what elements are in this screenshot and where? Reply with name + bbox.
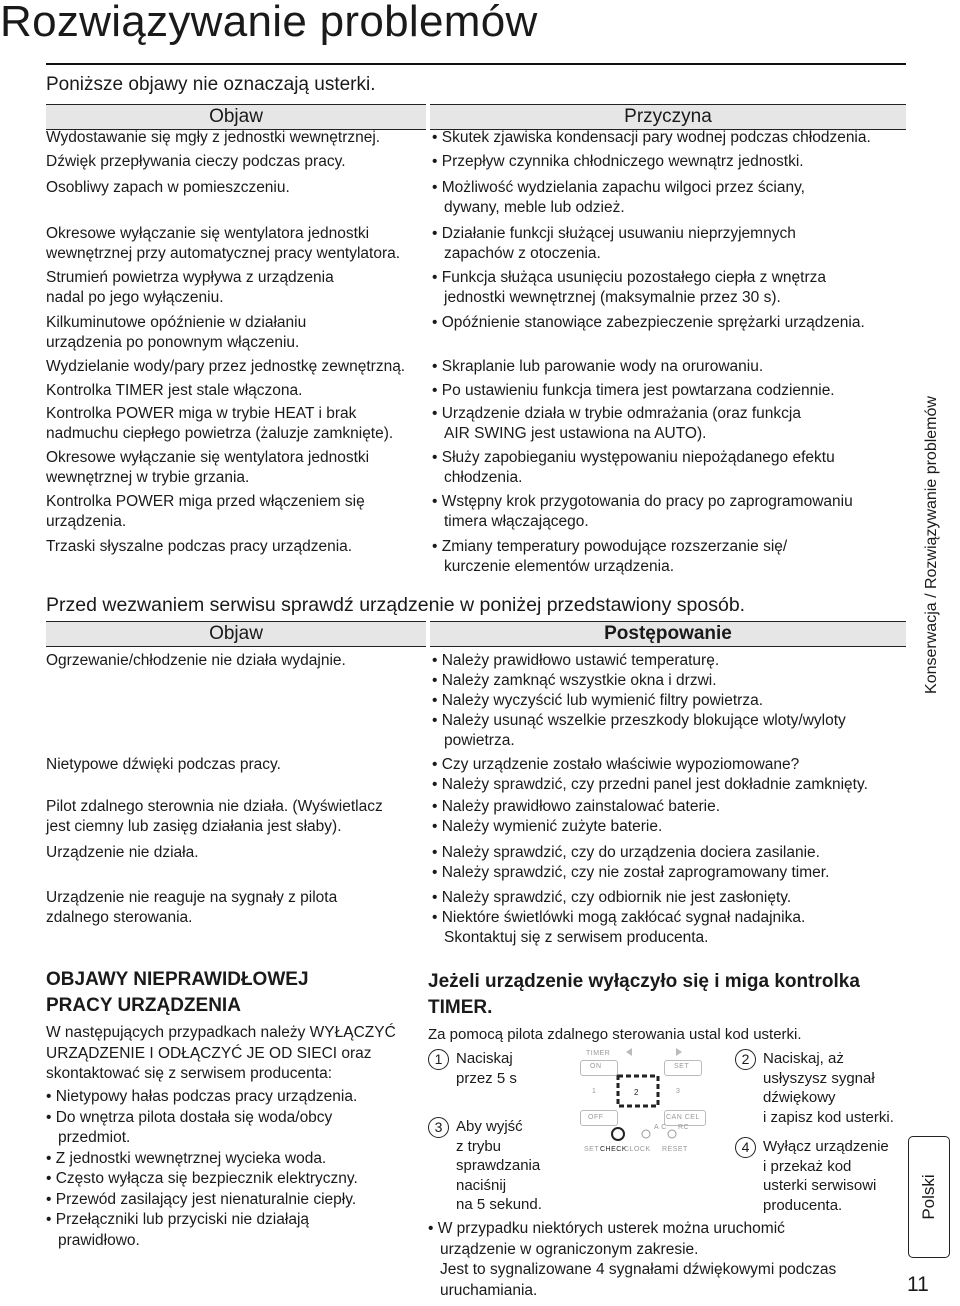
action-cell	[432, 843, 912, 883]
step-text: Naciskaj, aż usłyszysz sygnał dźwiękowy i zapisz kod usterki.	[763, 1050, 894, 1126]
section1-cause-header: Przyczyna	[430, 104, 906, 130]
table-row	[46, 268, 906, 312]
symptom-cell: Strumień powietrza wypływa z urządzenia nadal po jego wyłączeniu.	[46, 269, 334, 306]
list-item: • Przewód zasilający jest nienaturalnie ciepły.	[46, 1190, 421, 1211]
page-title: Rozwiązywanie problemów	[0, 0, 538, 46]
cause-cell: • Skraplanie lub parowanie wody na orurowaniu.	[432, 357, 924, 377]
section1-symptom-header: Objaw	[46, 104, 426, 130]
symptom-cell: Ogrzewanie/chłodzenie nie działa wydajnie.	[46, 652, 346, 669]
title-rule	[46, 63, 906, 65]
cause-cell: • Zmiany temperatury powodujące rozszerzanie się/ kurczenie elementów urządzenia.	[432, 537, 924, 577]
list-item: • Nietypowy hałas podczas pracy urządzenia.	[46, 1087, 421, 1108]
remote-control-illustration	[568, 1048, 716, 1168]
symptom-cell: Nietypowe dźwięki podczas pracy.	[46, 756, 281, 773]
symptom-cell: Pilot zdalnego sterownia nie działa. (Wyświetlacz jest ciemny lub zasięg działania jest słaby).	[46, 798, 383, 835]
action-item: • Czy urządzenie zostało właściwie wypoziomowane?	[432, 755, 912, 775]
list-item: • Z jednostki wewnętrznej wycieka woda.	[46, 1149, 421, 1170]
on-label: ON	[590, 1063, 602, 1070]
side-section-label-text: Konserwacja / Rozwiązywanie problemów	[923, 396, 940, 694]
cause-cell: • Działanie funkcji służącej usuwaniu nieprzyjemnych zapachów z otoczenia.	[432, 224, 924, 264]
symptom-cell: Kontrolka POWER miga w trybie HEAT i brak nadmuchu ciepłego powietrza (żaluzje zamknięte).	[46, 405, 394, 442]
cause-cell: • Możliwość wydzielania zapachu wilgoci przez ściany, dywany, meble lub odzież.	[432, 178, 924, 218]
abnormal-operation-body: W następujących przypadkach należy WYŁĄCZYĆ URZĄDZENIE I ODŁĄCZYĆ JE OD SIECI oraz skontaktować się z serwisem producenta:	[46, 1024, 396, 1082]
cause-cell: • Po ustawieniu funkcja timera jest powtarzana codziennie.	[432, 381, 924, 401]
cause-cell: • Przepływ czynnika chłodniczego wewnątrz jednostki.	[432, 152, 924, 172]
action-item: • Należy sprawdzić, czy do urządzenia dociera zasilanie.	[432, 843, 912, 863]
step-4	[735, 1137, 915, 1219]
timer-note-continuation: Jest to sygnalizowane 4 sygnałami dźwiękowymi podczas uruchamiania.	[440, 1261, 837, 1299]
rc-label: RC	[678, 1124, 690, 1131]
step-text: Naciskaj przez 5 s	[456, 1050, 517, 1087]
table-row	[46, 224, 906, 268]
step-text: Wyłącz urządzenie i przekaż kod usterki serwisowi producenta.	[763, 1138, 889, 1214]
symptom-cell: Kontrolka TIMER jest stale włączona.	[46, 382, 303, 399]
button-1-label: 1	[592, 1088, 597, 1095]
cause-cell: • Służy zapobieganiu występowaniu niepożądanego efektu chłodzenia.	[432, 448, 924, 488]
action-item: • Należy zamknąć wszystkie okna i drzwi.	[432, 671, 912, 691]
action-item: • Należy sprawdzić, czy odbiornik nie jest zasłonięty.	[432, 888, 912, 908]
symptom-cell: Okresowe wyłączanie się wentylatora jednostki wewnętrznej w trybie grzania.	[46, 449, 370, 486]
cause-cell: • Opóźnienie stanowiące zabezpieczenie sprężarki urządzenia.	[432, 313, 924, 333]
action-item: • Należy usunąć wszelkie przeszkody blokujące wloty/wyloty powietrza.	[432, 711, 912, 751]
step-number: 2	[735, 1049, 756, 1070]
timer-section-title: Jeżeli urządzenie wyłączyło się i miga kontrolka TIMER.	[428, 971, 860, 1018]
check-label: CHECK	[600, 1146, 628, 1153]
table-row	[46, 178, 906, 222]
cause-cell: • Funkcja służąca usunięciu pozostałego ciepła z wnętrza jednostki wewnętrznej (maksymalnie przez 30 s).	[432, 268, 924, 308]
step-2	[735, 1049, 915, 1131]
table-row	[46, 492, 906, 536]
table-row	[46, 537, 906, 581]
action-item: • Niektóre świetlówki mogą zakłócać sygnał nadajnika. Skontaktuj się z serwisem producenta.	[432, 908, 912, 948]
step-3	[428, 1117, 568, 1217]
set-label: SET	[674, 1063, 690, 1070]
table-row	[46, 404, 906, 448]
ac-label: A C	[654, 1124, 667, 1131]
action-cell	[432, 797, 912, 837]
button-3-label: 3	[676, 1088, 681, 1095]
button-2-label: 2	[634, 1088, 639, 1097]
action-item: • Należy wyczyścić lub wymienić filtry powietrza.	[432, 691, 912, 711]
list-item: • Często wyłącza się bezpiecznik elektryczny.	[46, 1169, 421, 1190]
table-row	[46, 448, 906, 492]
symptom-cell: Trzaski słyszalne podczas pracy urządzenia.	[46, 538, 353, 555]
symptom-cell: Okresowe wyłączanie się wentylatora jednostki wewnętrznej przy automatycznej pracy wentylatora.	[46, 225, 401, 262]
cause-cell: • Wstępny krok przygotowania do pracy po zaprogramowaniu timera włączającego.	[432, 492, 924, 532]
action-item: • Należy wymienić zużyte baterie.	[432, 817, 912, 837]
action-cell	[432, 651, 912, 751]
off-label: OFF	[588, 1114, 604, 1121]
symptom-cell: Kilkuminutowe opóźnienie w działaniu urządzenia po ponownym włączeniu.	[46, 314, 307, 351]
section2-action-header: Postępowanie	[430, 621, 906, 647]
section1-intro: Poniższe objawy nie oznaczają usterki.	[46, 74, 376, 95]
timer-label: TIMER	[586, 1050, 611, 1057]
section2-symptom-header: Objaw	[46, 621, 426, 647]
action-cell	[432, 888, 912, 948]
action-item: • Należy prawidłowo zainstalować baterie.	[432, 797, 912, 817]
cause-cell: • Skutek zjawiska kondensacji pary wodnej podczas chłodzenia.	[432, 128, 924, 148]
clock-label: CLOCK	[624, 1146, 651, 1153]
cause-cell: • Urządzenie działa w trybie odmrażania (oraz funkcja AIR SWING jest ustawiona na AUTO).	[432, 404, 924, 444]
section2-intro: Przed wezwaniem serwisu sprawdź urządzenie w poniżej przedstawiony sposób.	[46, 594, 746, 616]
symptom-cell: Urządzenie nie reaguje na sygnały z pilota zdalnego sterowania.	[46, 889, 338, 926]
list-item: • Przełączniki lub przyciski nie działają prawidłowo.	[46, 1210, 338, 1251]
table-row	[46, 313, 906, 357]
action-item: • Należy sprawdzić, czy przedni panel jest dokładnie zamknięty.	[432, 775, 912, 795]
action-item: • Należy prawidłowo ustawić temperaturę.	[432, 651, 912, 671]
symptom-cell: Osobliwy zapach w pomieszczeniu.	[46, 179, 290, 196]
symptom-cell: Wydzielanie wody/pary przez jednostkę zewnętrzną.	[46, 358, 406, 375]
step-number: 3	[428, 1117, 449, 1138]
timer-note-bullet: • W przypadku niektórych usterek można uruchomić urządzenie w ograniczonym zakresie.	[428, 1219, 858, 1260]
symptom-cell: Kontrolka POWER miga przed włączeniem się urządzenia.	[46, 493, 365, 530]
symptom-cell: Dźwięk przepływania cieczy podczas pracy.	[46, 153, 346, 170]
abnormal-operation-title: OBJAWY NIEPRAWIDŁOWEJ PRACY URZĄDZENIA	[46, 969, 309, 1016]
symptom-cell: Urządzenie nie działa.	[46, 844, 199, 861]
action-item: • Należy sprawdzić, czy nie został zaprogramowany timer.	[432, 863, 912, 883]
symptom-cell: Wydostawanie się mgły z jednostki wewnętrznej.	[46, 129, 381, 146]
step-number: 1	[428, 1049, 449, 1070]
cancel-label: CAN CEL	[666, 1114, 700, 1121]
page-number: 11	[907, 1273, 929, 1296]
timer-note	[428, 1219, 858, 1301]
list-item: • Do wnętrza pilota dostała się woda/obcy przedmiot.	[46, 1108, 348, 1149]
step-text: Aby wyjść z trybu sprawdzania naciśnij na 5 sekund.	[456, 1118, 542, 1213]
step-number: 4	[735, 1137, 756, 1158]
abnormal-operation-list	[46, 1087, 421, 1251]
language-tab-text: Polski	[919, 1174, 938, 1220]
reset-label: RESET	[662, 1146, 688, 1153]
timer-section-intro: Za pomocą pilota zdalnego sterowania ustal kod usterki.	[428, 1026, 802, 1043]
action-cell	[432, 755, 912, 795]
step-1	[428, 1049, 568, 1094]
set-check-label: SET	[584, 1146, 600, 1153]
